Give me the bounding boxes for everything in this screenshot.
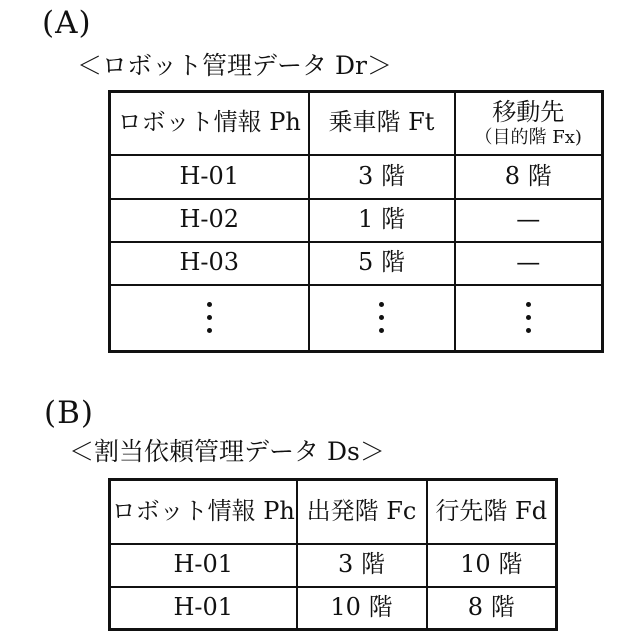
cell-boarding-floor: 1 階 — [309, 199, 455, 242]
column-header-departure-floor: 出発階 Fc — [297, 480, 427, 544]
column-header-destination-sub: （目的階 Fx) — [474, 127, 582, 149]
ellipsis-row — [110, 285, 603, 352]
vertical-ellipsis-icon — [456, 302, 602, 333]
column-header-destination-floor: 行先階 Fd — [427, 480, 557, 544]
header-row — [110, 480, 557, 544]
ellipsis-cell — [110, 285, 309, 352]
cell-robot-id: H-03 — [110, 242, 309, 285]
cell-destination-floor: — — [455, 242, 603, 285]
cell-departure-floor: 3 階 — [297, 544, 427, 587]
table-row — [110, 155, 603, 199]
section-a-title: ＜ロボット管理データ Dr＞ — [77, 51, 392, 80]
section-b-title: ＜割当依頼管理データ Ds＞ — [69, 437, 385, 466]
cell-destination-floor: — — [455, 199, 603, 242]
cell-boarding-floor: 5 階 — [309, 242, 455, 285]
cell-departure-floor: 10 階 — [297, 587, 427, 630]
assignment-request-table — [108, 478, 558, 631]
robot-management-table — [108, 90, 604, 353]
table-row — [110, 199, 603, 242]
column-header-robot-info: ロボット情報 Ph — [110, 480, 297, 544]
cell-robot-id: H-01 — [110, 587, 297, 630]
header-row — [110, 92, 603, 155]
cell-destination-floor: 10 階 — [427, 544, 557, 587]
cell-destination-floor: 8 階 — [455, 155, 603, 199]
cell-destination-floor: 8 階 — [427, 587, 557, 630]
column-header-boarding-floor: 乗車階 Ft — [309, 92, 455, 155]
table-row — [110, 587, 557, 630]
cell-boarding-floor: 3 階 — [309, 155, 455, 199]
vertical-ellipsis-icon — [310, 302, 454, 333]
cell-robot-id: H-02 — [110, 199, 309, 242]
table-row — [110, 544, 557, 587]
cell-robot-id: H-01 — [110, 155, 309, 199]
section-a-label: (A) — [42, 5, 92, 41]
ellipsis-cell — [309, 285, 455, 352]
table-row — [110, 242, 603, 285]
vertical-ellipsis-icon — [111, 302, 308, 333]
cell-robot-id: H-01 — [110, 544, 297, 587]
ellipsis-cell — [455, 285, 603, 352]
column-header-destination-main: 移動先 — [492, 97, 565, 126]
section-b-label: (B) — [44, 395, 94, 431]
column-header-destination — [455, 92, 603, 155]
column-header-robot-info: ロボット情報 Ph — [110, 92, 309, 155]
